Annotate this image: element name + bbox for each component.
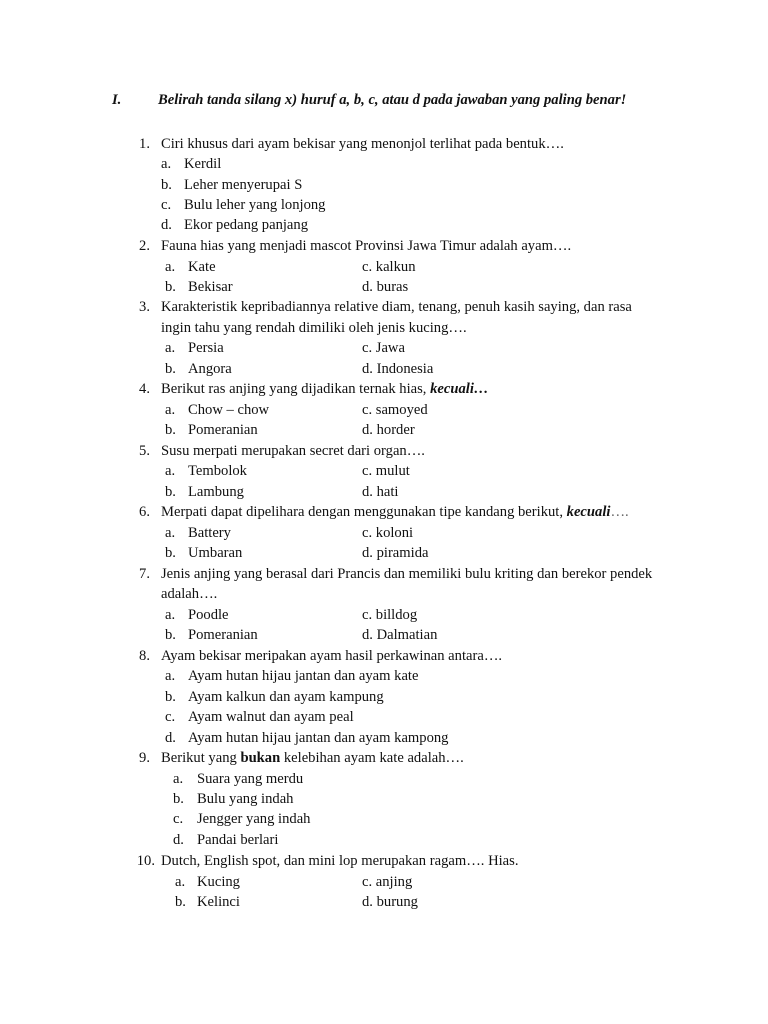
question-number: 9.	[139, 750, 150, 766]
option-text-right: d. Dalmatian	[362, 627, 438, 643]
question-text: Dutch, English spot, dan mini lop merupakan ragam…. Hias.	[161, 853, 519, 869]
option-text-right: c. anjing	[362, 874, 413, 890]
question-number: 8.	[139, 648, 150, 664]
option-letter: d.	[161, 217, 172, 233]
option-text: Angora	[188, 361, 232, 377]
question-text: Ayam bekisar meripakan ayam hasil perkawinan antara….	[161, 648, 503, 664]
option-text: Bulu leher yang lonjong	[184, 197, 326, 213]
option-letter: a.	[165, 668, 176, 684]
option-text: Ayam kalkun dan ayam kampung	[188, 689, 384, 705]
option-letter: b.	[165, 279, 176, 295]
option-text-right: d. piramida	[362, 545, 429, 561]
option-text: Ayam hutan hijau jantan dan ayam kate	[188, 668, 419, 684]
question-number: 10.	[136, 853, 155, 869]
question-text: Karakteristik kepribadiannya relative diam, tenang, penuh kasih saying, dan rasa	[161, 299, 632, 315]
option-letter: a.	[165, 463, 176, 479]
question-number: 1.	[139, 136, 150, 152]
option-text-right: c. mulut	[362, 463, 410, 479]
option-text-right: c. Jawa	[362, 340, 405, 356]
option-text: Pomeranian	[188, 627, 258, 643]
option-letter: a.	[175, 874, 186, 890]
question-text-pre: Berikut yang	[161, 750, 241, 766]
option-letter: a.	[165, 259, 176, 275]
option-letter: a.	[165, 402, 176, 418]
question-text	[161, 748, 464, 768]
option-letter: b.	[165, 689, 176, 705]
option-letter: b.	[165, 627, 176, 643]
option-text: Battery	[188, 525, 231, 541]
question-text	[161, 502, 629, 522]
question-text	[161, 379, 488, 399]
option-letter: b.	[161, 177, 172, 193]
question-number: 2.	[139, 238, 150, 254]
option-text: Suara yang merdu	[197, 771, 304, 787]
question-text-cont: adalah….	[161, 586, 218, 602]
option-text: Ayam walnut dan ayam peal	[188, 709, 354, 725]
section-instruction: Belirah tanda silang x) huruf a, b, c, atau d pada jawaban yang paling benar!	[158, 92, 627, 108]
question-text-post: kelebihan ayam kate adalah….	[280, 750, 464, 766]
question-number: 5.	[139, 443, 150, 459]
option-letter: a.	[165, 525, 176, 541]
option-letter: c.	[173, 811, 184, 827]
option-text-right: d. horder	[362, 422, 415, 438]
option-text: Bulu yang indah	[197, 791, 294, 807]
question-text-main: Merpati dapat dipelihara dengan menggunakan tipe kandang berikut,	[161, 504, 567, 520]
question-number: 4.	[139, 381, 150, 397]
option-text: Persia	[188, 340, 224, 356]
option-text: Ekor pedang panjang	[184, 217, 309, 233]
option-text: Kelinci	[197, 894, 240, 910]
option-text: Chow – chow	[188, 402, 270, 418]
question-text: Ciri khusus dari ayam bekisar yang menonjol terlihat pada bentuk….	[161, 136, 564, 152]
option-letter: b.	[165, 422, 176, 438]
option-letter: c.	[165, 709, 176, 725]
option-text: Leher menyerupai S	[184, 177, 303, 193]
emphasis-text: kecuali	[566, 504, 611, 520]
option-letter: b.	[165, 545, 176, 561]
option-text-right: c. samoyed	[362, 402, 428, 418]
option-letter: a.	[173, 771, 184, 787]
option-text: Pomeranian	[188, 422, 258, 438]
option-text-right: c. kalkun	[362, 259, 416, 275]
ellipsis: ….	[610, 504, 629, 520]
option-text: Kucing	[197, 874, 240, 890]
question-text: Jenis anjing yang berasal dari Prancis dan memiliki bulu kriting dan berekor pendek	[161, 566, 653, 582]
option-text: Lambung	[188, 484, 244, 500]
emphasis-text: kecuali…	[430, 381, 489, 397]
option-letter: b.	[175, 894, 186, 910]
question-text: Susu merpati merupakan secret dari organ….	[161, 443, 425, 459]
option-letter: b.	[173, 791, 184, 807]
option-letter: a.	[161, 156, 172, 172]
option-text-right: c. koloni	[362, 525, 414, 541]
question-number: 6.	[139, 504, 150, 520]
option-letter: d.	[165, 730, 176, 746]
option-text: Pandai berlari	[197, 832, 279, 848]
option-letter: a.	[165, 340, 176, 356]
option-text-right: d. hati	[362, 484, 399, 500]
option-text: Kate	[188, 259, 216, 275]
option-text: Ayam hutan hijau jantan dan ayam kampong	[188, 730, 449, 746]
question-text-main: Berikut ras anjing yang dijadikan ternak hias,	[161, 381, 431, 397]
option-text: Bekisar	[188, 279, 233, 295]
option-text-right: d. buras	[362, 279, 409, 295]
bold-word: bukan	[240, 750, 281, 766]
option-letter: c.	[161, 197, 172, 213]
option-text-right: d. burung	[362, 894, 418, 910]
question-text-cont: ingin tahu yang rendah dimiliki oleh jenis kucing….	[161, 320, 467, 336]
question-number: 3.	[139, 299, 150, 315]
option-text-right: d. Indonesia	[362, 361, 434, 377]
option-text: Poodle	[188, 607, 229, 623]
option-text: Kerdil	[184, 156, 222, 172]
option-text: Tembolok	[188, 463, 247, 479]
question-text: Fauna hias yang menjadi mascot Provinsi Jawa Timur adalah ayam….	[161, 238, 572, 254]
option-letter: b.	[165, 361, 176, 377]
option-letter: d.	[173, 832, 184, 848]
option-text-right: c. billdog	[362, 607, 418, 623]
option-letter: a.	[165, 607, 176, 623]
section-number: I.	[112, 92, 122, 108]
option-text: Jengger yang indah	[197, 811, 311, 827]
question-number: 7.	[139, 566, 150, 582]
option-text: Umbaran	[188, 545, 243, 561]
option-letter: b.	[165, 484, 176, 500]
